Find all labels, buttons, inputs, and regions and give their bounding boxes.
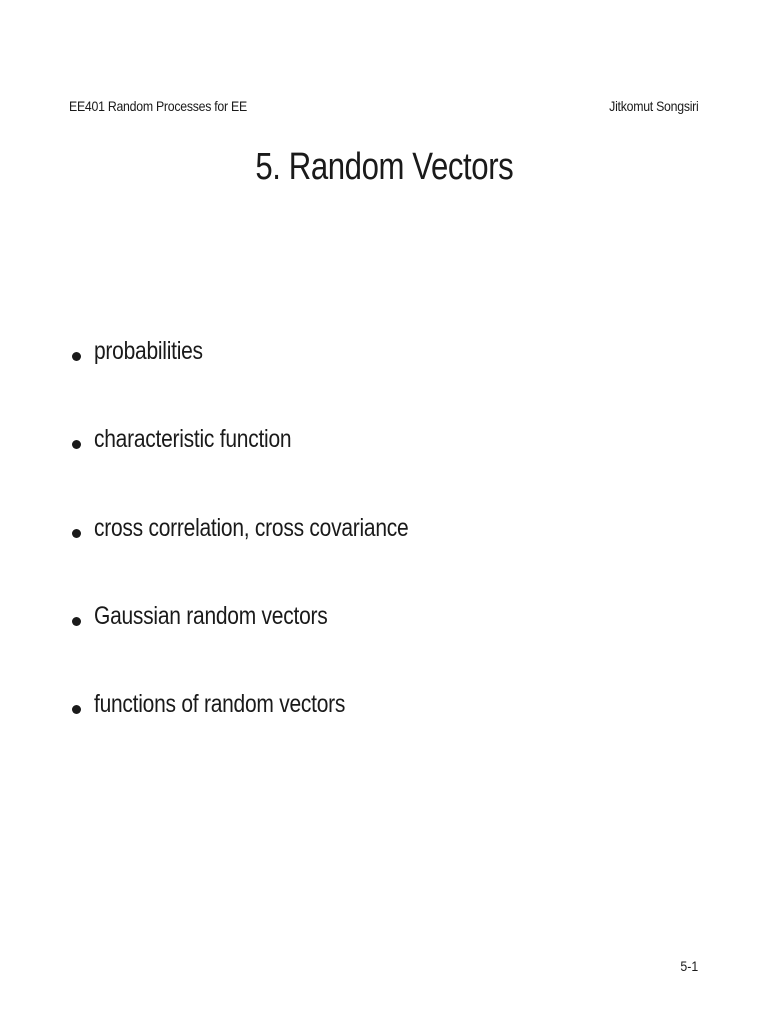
bullet-text: probabilities [94,337,203,365]
bullet-text: Gaussian random vectors [94,601,328,630]
course-header: EE401 Random Processes for EE [69,98,247,114]
bullet-dot-icon [72,705,81,714]
slide-title [0,146,768,189]
slide-title-text: 5. Random Vectors [254,146,514,188]
bullet-text: functions of random vectors [94,690,346,719]
bullet-dot-icon [72,352,81,361]
bullet-dot-icon [72,440,81,449]
bullet-text: cross correlation, cross covariance [94,513,409,542]
page-number: 5-1 [680,958,698,974]
bullet-dot-icon [72,617,81,626]
author-header: Jitkomut Songsiri [608,98,698,114]
bullet-text: characteristic function [94,425,292,454]
bullet-dot-icon [72,529,81,538]
